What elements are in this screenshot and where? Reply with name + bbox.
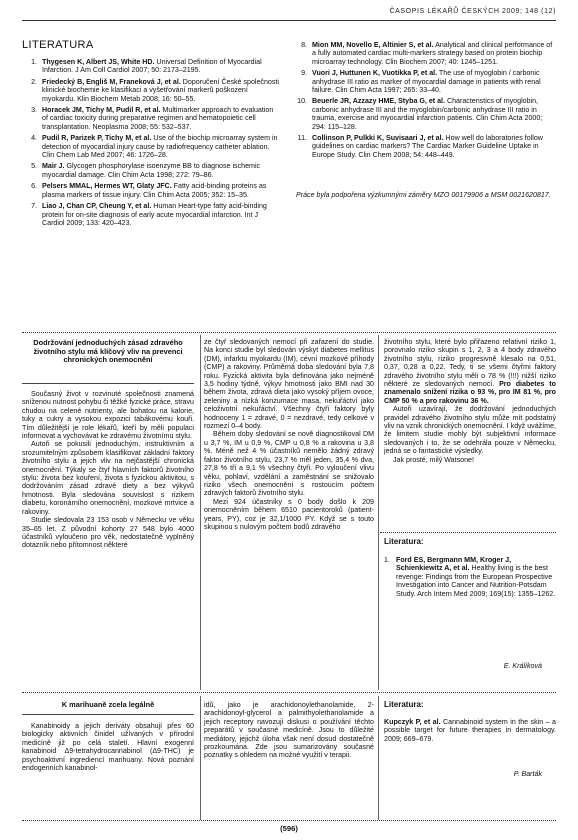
column-rule (378, 335, 379, 690)
article-column-3 (384, 338, 556, 464)
article-column-2 (204, 701, 374, 760)
reference-item: 10. Beuerle JR, Azzazy HME, Styba G, et al. Characteristics of myoglobin, carbonic anhydrase III and the myoglobin/carbonic anhydrase III ratio in trauma, exercise and myocardial infarction patients. Clin Chim Acta 2000; 294: 115–128. (297, 97, 543, 131)
paragraph: idů, jako je arachidonoylethanolamide, 2-arachidonoyl-glycerol a palmithyolethanolamide a jejich receptory navozují diskusi o používání těchto preparátů v současné medicíně. Jsou to důležité mediátory, jejichž úloha však není dosud dostatečně prozkoumána. Zde jsou sumarizovány současné poznatky s ohledem na možné využití v terapii. (204, 701, 374, 760)
reference-item: Kupczyk P, et al. Cannabinoid system in the skin – a possible target for future therapies in dermatology. 2009; 669–679. (384, 718, 556, 743)
reference-item: 7. Liao J, Chan CP, Cheung Y, et al. Human Heart-type fatty acid-binding protein for on-site diagnosis of early acute myocardial infarction. Int J Cardiol 2009; 133: 420–423. (31, 202, 267, 227)
running-header: ČASOPIS LÉKAŘŮ ČESKÝCH 2009; 148 (12) (389, 8, 556, 15)
paragraph: Jak prosté, milý Watsone! (393, 455, 474, 464)
literature-divider (380, 532, 556, 533)
article-title: Dodržování jednoduchých zásad zdravého životního stylu má klíčový vliv na prevenci chronických onemocnění (33, 338, 183, 365)
literature-heading: Literatura: (384, 700, 424, 709)
reference-item: 2. Friedecký B, Engliš M, Franeková J, et al. Doporučení České společnosti klinické biochemie ke klasifikaci a vyšetřování markerů poškození myokardu. Klin Biochem Metab 2008; 16: 50–55. (31, 77, 279, 103)
footer-divider (22, 820, 556, 821)
reference-item: 8. Mion MM, Novello E, Altinier S, et al. Analytical and clinical performance of a fully automated cardiac multi-markers strategy based on protein biochip microarray technology. Clin Biochem 2007; 40: 1245–1251. (301, 41, 553, 66)
paragraph: Mezi 924 účastníky s 0 body došlo k 209 onemocněním během 6510 pacientoroků (patient-years, PY), coz je 32,1/1000 PY. Když se s touto skupinou s nulovým počtem bodů zdravého (204, 497, 374, 531)
paragraph: Studie sledovala 23 153 osob v Německu ve věku 35–65 let. Z původní kohorty 27 548 bylo 4000 účastníků vyloučeno pro věk, nedostatečně vyplněný dotazník nebo přítomnost některé (22, 516, 194, 550)
paragraph: ze čtyř sledovaných nemocí při zařazení do studie. Na konci studie byl sledován výskyt diabetes mellitus (DM), infarktu myokardu (IM), cévní mozkové příhody (CMP) a rakoviny. Průměrná doba sledování byla 7,8 roku. Fyzická aktivita byla definována jako nejméně 3,5 hodiny týdně, výkyv hmotnosti jako BMI nad 30 během života, zdravá dieta jako vysoký příjem ovoce, zeleniny a nízká konzumace masa, nekuřáctví jako celoživotní nekuřáctví. Všechny čtyři faktory byly hodnoceny 1 = zdravé, 0 = nezdravé, tedy celkové v rozmezí 0–4 body. (204, 338, 374, 431)
reference-item: 3. Horacek JM, Tichy M, Pudil R, et al. Multimarker approach to evaluation of cardiac toxicity during preparative regimen and hematopoietic cell transplantation. Neoplasma 2008; 55: 532–537. (31, 106, 274, 131)
paragraph: Autoři se pokusili jednoduchým, instruktivním a srozumitelným způsobem klasifikovat základní faktory životního stylu a jejich vliv na nejčastější chronická onemocnění. Týkaly se čtyř hlavních faktorů životního stylu: života bez kouření, života s fyzickou aktivitou, s dodržováním zásad zdravé diety a bez výkyvů hmotnosti. Byla sledována souvislost s rizikem diabetu, koronárního onemocnění, mozkové mrtvice a rakoviny. (22, 440, 194, 516)
reference-item: 1. Thygesen K, Albert JS, White HD. Universal Definition of Myocardial Infarction. J Am Coll Cardiol 2007; 50: 2173–2195. (31, 58, 262, 75)
column-rule (200, 696, 201, 820)
funding-note: Práce byla podpořena výzkumnými záměry MZO 00179906 a MSM 0021620817. (296, 191, 551, 199)
paragraph: Kanabinoidy a jejich deriváty obsahují přes 60 biologicky aktivních činidel užívaných v přírodní medicíně již po celá staletí. Hlavní exogenní kanabinoid Δ9-tetrahydrocannabinol (Δ9-THC) je psychoaktivní ingrediencí marihuany. Nová poznání endogenních kanabinol- (22, 722, 194, 773)
author-signature: P. Barták (513, 770, 542, 778)
reference-item: 1. Ford ES, Bergmann MM, Kroger J, Schienkiewitz A, et al. Healthy living is the best revenge: Findings from the European Prospective Investigation into Cancer and Nutrition-Potsdam Study. Arch Intern Med 2009; 169(15): 1355–1262. (384, 556, 556, 598)
title-rule (22, 714, 194, 715)
paragraph: Během doby sledování se nově diagnostikoval DM u 3,7 %, IM u 0,9 %, CMP u 0,8 % a rakovina u 3,8 %. Méně než 4 % účastníků nemělo žádný zdravý faktor životního stylu, 23,7 % měl jeden, 35,4 % dva, 27,8 % tři a 9,1 % všechny čtyři. Po vyloučení vlivu věku, pohlaví, vzdělání a zaměstnání se snižovalo riziko všech onemocnění s rostoucím počtem zdravých faktorů životního stylu. (204, 430, 374, 498)
reference-item: 11. Collinson P, Pulkki K, Suvisaari J, et al. How well do laboratories follow guidelines on cardiac markers? The Cardiac Marker Guideline Uptake in Europe Study. Clin Chem 2008; 54: 448–449. (297, 134, 543, 159)
article-column-1 (22, 390, 194, 550)
paragraph: Autoři uzavírají, že dodržování jednoduchých pravidel zdravého životního stylu může mít podstatný vliv na vznik chronických onemocnění. I když uvážíme, že limitem studie mohly být subjektivní informace sledovaných i to, že se odehrála pouze v Německu, jedná se o fantastické výsledky. (384, 405, 556, 456)
page-number: (596) (280, 824, 298, 833)
article-title: K marihuaně zcela legálně (61, 700, 155, 709)
literature-heading: Literatura: (384, 537, 424, 546)
reference-item: 6. Pelsers MMAL, Hermes WT, Glaty JFC. Fatty acid-binding proteins as plasma markers of tissue injury. Clin Chim Acta 2005; 352: 15–35. (31, 182, 267, 199)
paragraph: životního stylu, které bylo přiřazeno relativní riziko 1, porovnalo riziko skupin s 1, 2, 3 a 4 body zdravého životního stylu, riziko progresivně klesalo na 0,51, 0,37, 0,28 a 0,22. Tedy, ti se všemi čtyřmi faktory zdravého životního stylu měli o 78 % (!!!) nižší riziko některé ze sledovaných nemocí. Pro diabetes to znamenalo snížení rizika o 93 %, pro IM 81 %, pro CMP 50 % a pro rakovinu 36 %. (384, 338, 556, 405)
reference-item: 5. Mair J. Glycogen phosphorylase isoenzyme BB to diagnose ischemic myocardial damage. Clin Chim Acta 1998; 272: 79–86. (31, 162, 261, 179)
reference-item: 4. Pudil R, Parizek P, Tichy M, et al. Use of the biochip microarray system in detection of myocardial injury cause by radiofrequency catheter ablation. Clin Chem Lab Med 2007; 46: 1726–28. (31, 134, 278, 160)
column-rule (200, 335, 201, 690)
reference-list-left (22, 58, 280, 230)
article-column-1 (22, 722, 194, 772)
column-rule (378, 696, 379, 820)
author-signature: E. Králíková (503, 662, 542, 670)
title-rule (22, 383, 194, 384)
reference-list-right (292, 41, 556, 162)
reference-item: 9. Vuori J, Huttunen K, Vuotikka P, et al. The use of myoglobin / carbonic anhydrase III ratio as marker of myocardial damage in patients with renal failure. Clin Chim Acta 1997; 265: 33–40. (301, 69, 541, 95)
literature-title: LITERATURA (22, 39, 94, 51)
section-divider (22, 332, 556, 333)
section-divider (22, 692, 556, 693)
article-column-2 (204, 338, 374, 531)
header-rule (22, 20, 556, 21)
paragraph: Současný život v rozvinuté společnosti znamená sníženou nutnost pohybu či těžké fyzické práce, stravu chudou na celené nutrienty, ale bohatou na kalorie, tuky a cukry a vysokou expozici tabákovému kouři. Tím důležitější je role lékařů, kteří by měli populaci informovat a vychovávat ke zdravému životnímu stylu. (22, 390, 194, 441)
